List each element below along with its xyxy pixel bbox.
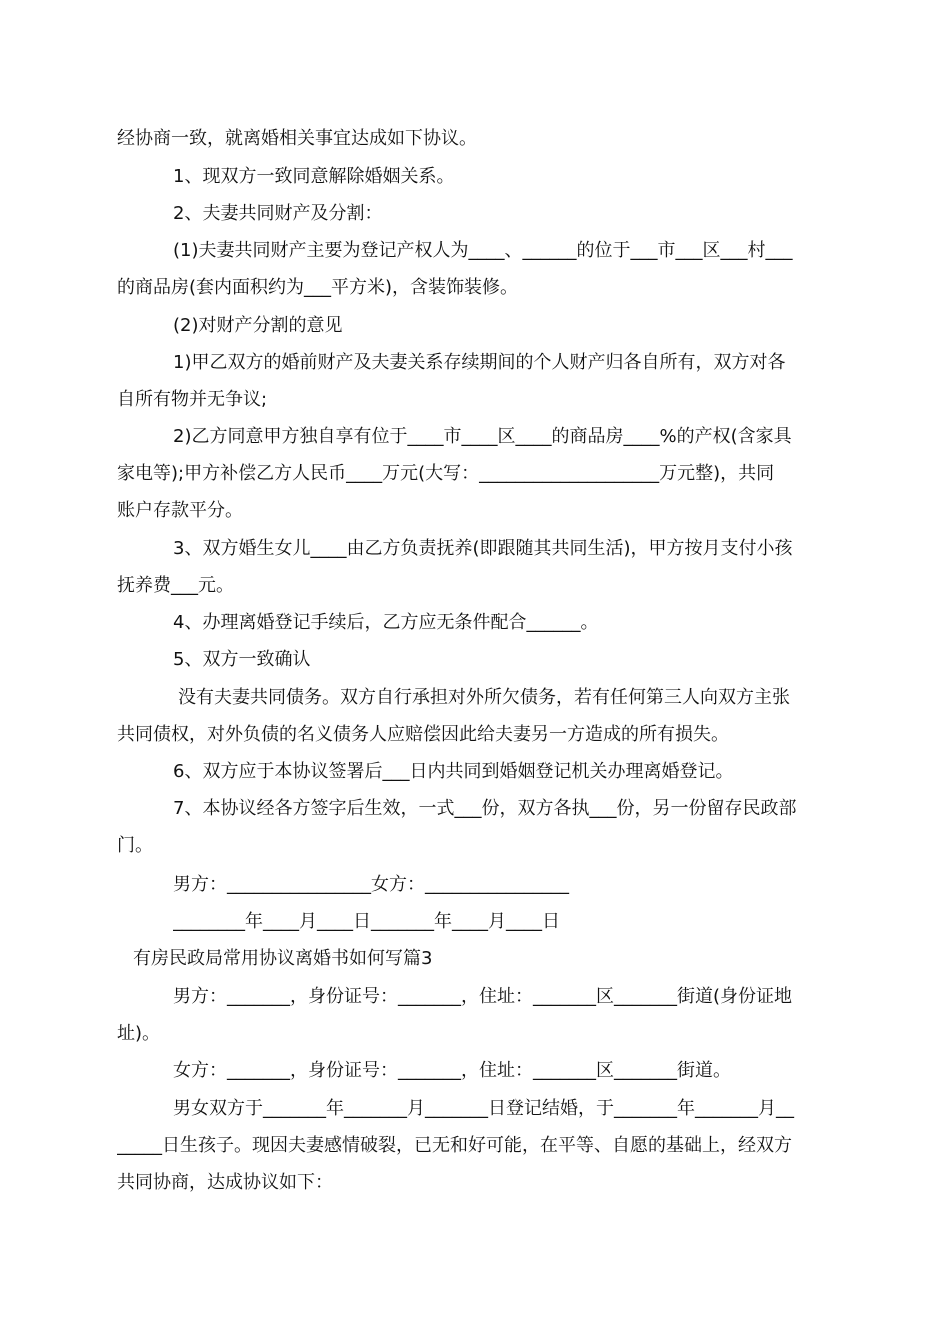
clause-5-text: 没有夫妻共同债务。双方自行承担对外所欠债务，若有任何第三人向双方主张 xyxy=(178,687,790,708)
clause-4: 4、办理离婚登记手续后，乙方应无条件配合______。 xyxy=(173,612,599,633)
clause-3: 3、双方婚生女儿____由乙方负责抚养(即跟随其共同生活)，甲方按月支付小孩 xyxy=(173,538,793,559)
clause-2-1: (1)夫妻共同财产主要为登记产权人为____、______的位于___市___区___村___ xyxy=(173,240,793,261)
signature-line: 男方：________________女方：________________ xyxy=(173,874,569,895)
clause-2-2: (2)对财产分割的意见 xyxy=(173,315,343,336)
paragraph-line: 门。 xyxy=(117,835,153,856)
clause-7: 7、本协议经各方签字后生效，一式___份，双方各执___份，另一份留存民政部 xyxy=(173,798,797,819)
party-male: 男方：_______，身份证号：_______，住址：_______区_______街道(身份证地 xyxy=(173,986,793,1007)
party-female: 女方：_______，身份证号：_______，住址：_______区_______街道。 xyxy=(173,1060,731,1081)
clause-5: 5、双方一致确认 xyxy=(173,649,311,670)
clause-2-2-1: 1)甲乙双方的婚前财产及夫妻关系存续期间的个人财产归各自所有，双方对各 xyxy=(173,352,786,373)
paragraph-line: 共同债权，对外负债的名义债务人应赔偿因此给夫妻另一方造成的所有损失。 xyxy=(117,724,729,745)
paragraph-line: 账户存款平分。 xyxy=(117,500,243,521)
paragraph-line: 的商品房(套内面积约为___平方米)，含装饰装修。 xyxy=(117,277,519,298)
paragraph-line: 抚养费___元。 xyxy=(117,575,234,596)
clause-2-2-2: 2)乙方同意甲方独自享有位于____市____区____的商品房____%的产权(含家具 xyxy=(173,426,792,447)
paragraph-line: 经协商一致，就离婚相关事宜达成如下协议。 xyxy=(117,128,477,149)
date-line: ________年____月____日_______年____月____日 xyxy=(173,911,560,932)
clause-6: 6、双方应于本协议签署后___日内共同到婚姻登记机关办理离婚登记。 xyxy=(173,761,734,782)
marriage-info: 男女双方于_______年_______月_______日登记结婚，于_______年_______月__ xyxy=(173,1098,794,1119)
paragraph-line: 自所有物并无争议; xyxy=(117,389,268,410)
paragraph-line: 家电等);甲方补偿乙方人民币____万元(大写：____________________万元整)，共同 xyxy=(117,463,775,484)
paragraph-line: 址)。 xyxy=(117,1023,161,1044)
clause-2: 2、夫妻共同财产及分割： xyxy=(173,203,383,224)
clause-1: 1、现双方一致同意解除婚姻关系。 xyxy=(173,166,455,187)
section-title: 有房民政局常用协议离婚书如何写篇3 xyxy=(133,948,433,969)
paragraph-line: 共同协商，达成协议如下： xyxy=(117,1172,333,1193)
paragraph-line: _____日生孩子。现因夫妻感情破裂，已无和好可能，在平等、自愿的基础上，经双方 xyxy=(117,1135,792,1156)
